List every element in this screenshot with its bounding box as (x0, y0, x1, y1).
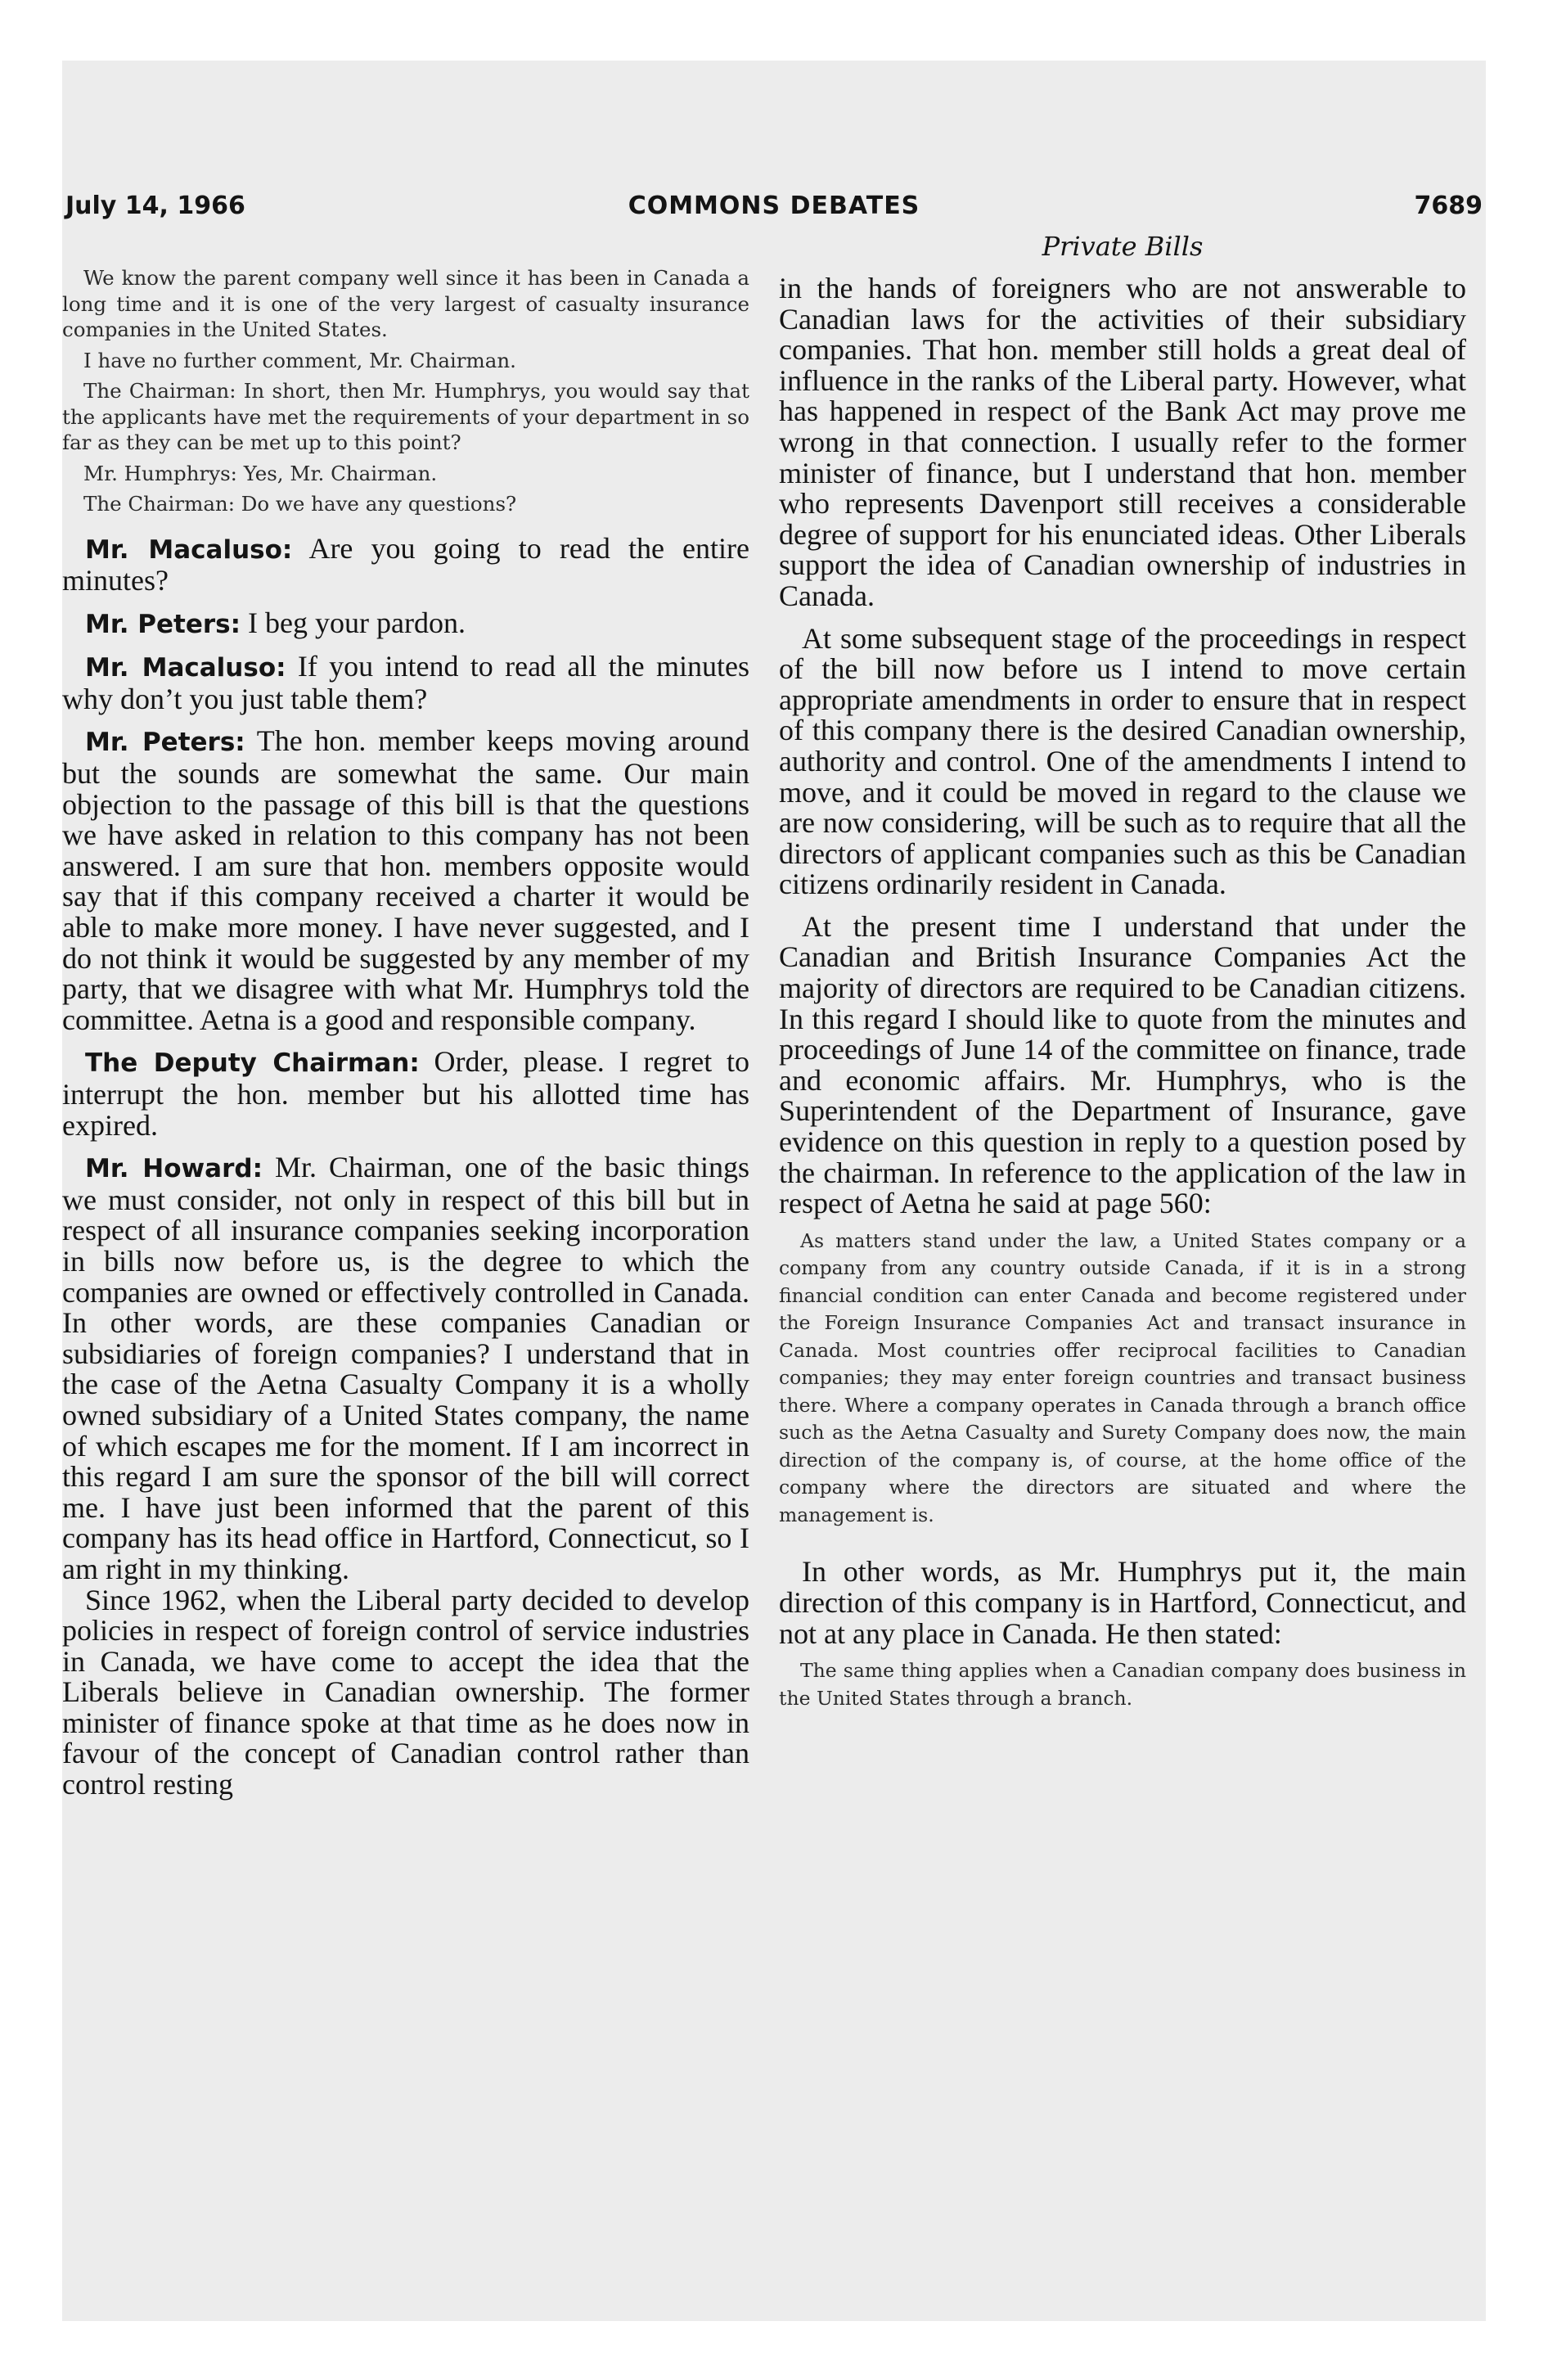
speech-paragraph (62, 608, 749, 641)
block-quote: The same thing applies when a Canadian company does business in the United States through a branch. (779, 1659, 1466, 1710)
right-column (779, 231, 1466, 1712)
speech-paragraph: At some subsequent stage of the proceedings in respect of the bill now before us I intend to move certain appropriate amendments in order to ensure that in respect of this company there is the desired Canadian ownership, authority and control. One of the amendments I intend to move, and it could be moved in regard to the clause we are now considering, will be such as to require that all the directors of applicant companies such as this be Canadian citizens ordinarily resident in Canada. (779, 621, 1466, 901)
speaker-name: Mr. Macaluso: (85, 534, 293, 565)
speaker-name: Mr. Peters: (85, 728, 245, 758)
speech-paragraph: In other words, as Mr. Humphrys put it, the main direction of this company is in Hartford, Connecticut, and not at any place in Canada. He then stated: (779, 1555, 1466, 1650)
minutes-paragraph: The Chairman: Do we have any questions? (83, 492, 517, 516)
minutes-paragraph: Mr. Humphrys: Yes, Mr. Chairman. (83, 461, 438, 485)
header-page-number: 7689 (1414, 192, 1483, 220)
speech-text: If you intend to read all the minutes why don’t you just table them? (62, 650, 749, 715)
minutes-paragraph: We know the parent company well since it has been in Canada a long time and it is one of the very largest of casualty insurance companies in the United States. (62, 266, 749, 341)
header-date: July 14, 1966 (65, 192, 245, 220)
speech-paragraph (62, 1152, 749, 1584)
speaker-name: The Deputy Chairman: (85, 1048, 420, 1079)
speech-paragraph: Since 1962, when the Liberal party decided to develop policies in respect of foreign control of service industries in Canada, we have come to accept the idea that the Liberals believe in Canadian ownership. The former minister of finance spoke at that time as he does now in favour of the concept of Canadian control rather than control resting (62, 1583, 749, 1801)
minutes-paragraph: The Chairman: In short, then Mr. Humphrys, you would say that the applicants have met the requirements of your department in so far as they can be met up to this point? (62, 379, 749, 454)
speech-text: Order, please. I regret to interrupt the hon. member but his allotted time has expired. (62, 1045, 749, 1142)
page (62, 61, 1486, 2321)
speech-paragraph (62, 651, 749, 714)
speech-paragraph: At the present time I understand that under the Canadian and British Insurance Companies Act the majority of directors are required to be Canadian citizens. In this regard I should like to quote from the minutes and proceedings of June 14 of the committee on finance, trade and economic affairs. Mr. Humphrys, who is the Superintendent of the Department of Insurance, gave evidence on this question in reply to a question posed by the chairman. In reference to the application of the law in respect of Aetna he said at page 560: (779, 909, 1466, 1220)
speech-text: I beg your pardon. (241, 606, 466, 639)
speech-text: Are you going to read the entire minutes? (62, 531, 749, 597)
speaker-name: Mr. Macaluso: (85, 653, 286, 683)
block-quote: As matters stand under the law, a United States company or a company from any country outside Canada, if it is in a strong financial condition can enter Canada and become registered under the Foreign Insurance Companies Act and transact insurance in Canada. Most countries offer reciprocal facilities to Canadian companies; they may enter foreign countries and transact business there. Where a company operates in Canada through a branch office such as the Aetna Casualty and Surety Company does now, the main direction of the company is, of course, at the home office of the company where the directors are situated and where the management is. (779, 1228, 1466, 1526)
header-title: COMMONS DEBATES (628, 192, 920, 220)
speech-paragraph (62, 1047, 749, 1141)
speech-paragraph: in the hands of foreigners who are not answerable to Canadian laws for the activities of their subsidiary companies. That hon. member still holds a great deal of influence in the ranks of the Liberal party. However, what has happened in respect of the Bank Act may prove me wrong in that connection. I usually refer to the former minister of finance, but I understand that hon. member who represents Davenport still receives a considerable degree of support for his enunciated ideas. Other Liberals support the idea of Canadian ownership of industries in Canada. (779, 272, 1466, 612)
speaker-name: Mr. Howard: (85, 1154, 263, 1184)
speech-text: Mr. Chairman, one of the basic things we must consider, not only in respect of this bill but in respect of all insurance companies seeking incorporation in bills now before us, is the degree to which the companies are owned or effectively controlled in Canada. In other words, are these companies Canadian or subsidiaries of foreign companies? I understand that in the case of the Aetna Casualty Company it is a wholly owned subsidiary of a United States company, the name of which escapes me for the moment. If I am incorrect in this regard I am sure the sponsor of the bill will correct me. I have just been informed that the parent of this company has its head office in Hartford, Connecticut, so I am right in my thinking. (62, 1151, 749, 1585)
left-column (62, 265, 749, 1801)
speech-text: The hon. member keeps moving around but the sounds are somewhat the same. Our main objection to the passage of this bill is that the questions we have asked in relation to this company has not been answered. I am sure that hon. members opposite would say that if this company received a charter it would be able to make more money. I have never suggested, and I do not think it would be suggested by any member of my party, that we disagree with what Mr. Humphrys told the committee. Aetna is a good and responsible company. (62, 724, 749, 1036)
minutes-paragraph: I have no further comment, Mr. Chairman. (83, 348, 516, 372)
speech-paragraph (62, 726, 749, 1035)
speech-paragraph (62, 531, 749, 597)
section-title: Private Bills (1042, 231, 1204, 262)
speaker-name: Mr. Peters: (85, 609, 241, 639)
